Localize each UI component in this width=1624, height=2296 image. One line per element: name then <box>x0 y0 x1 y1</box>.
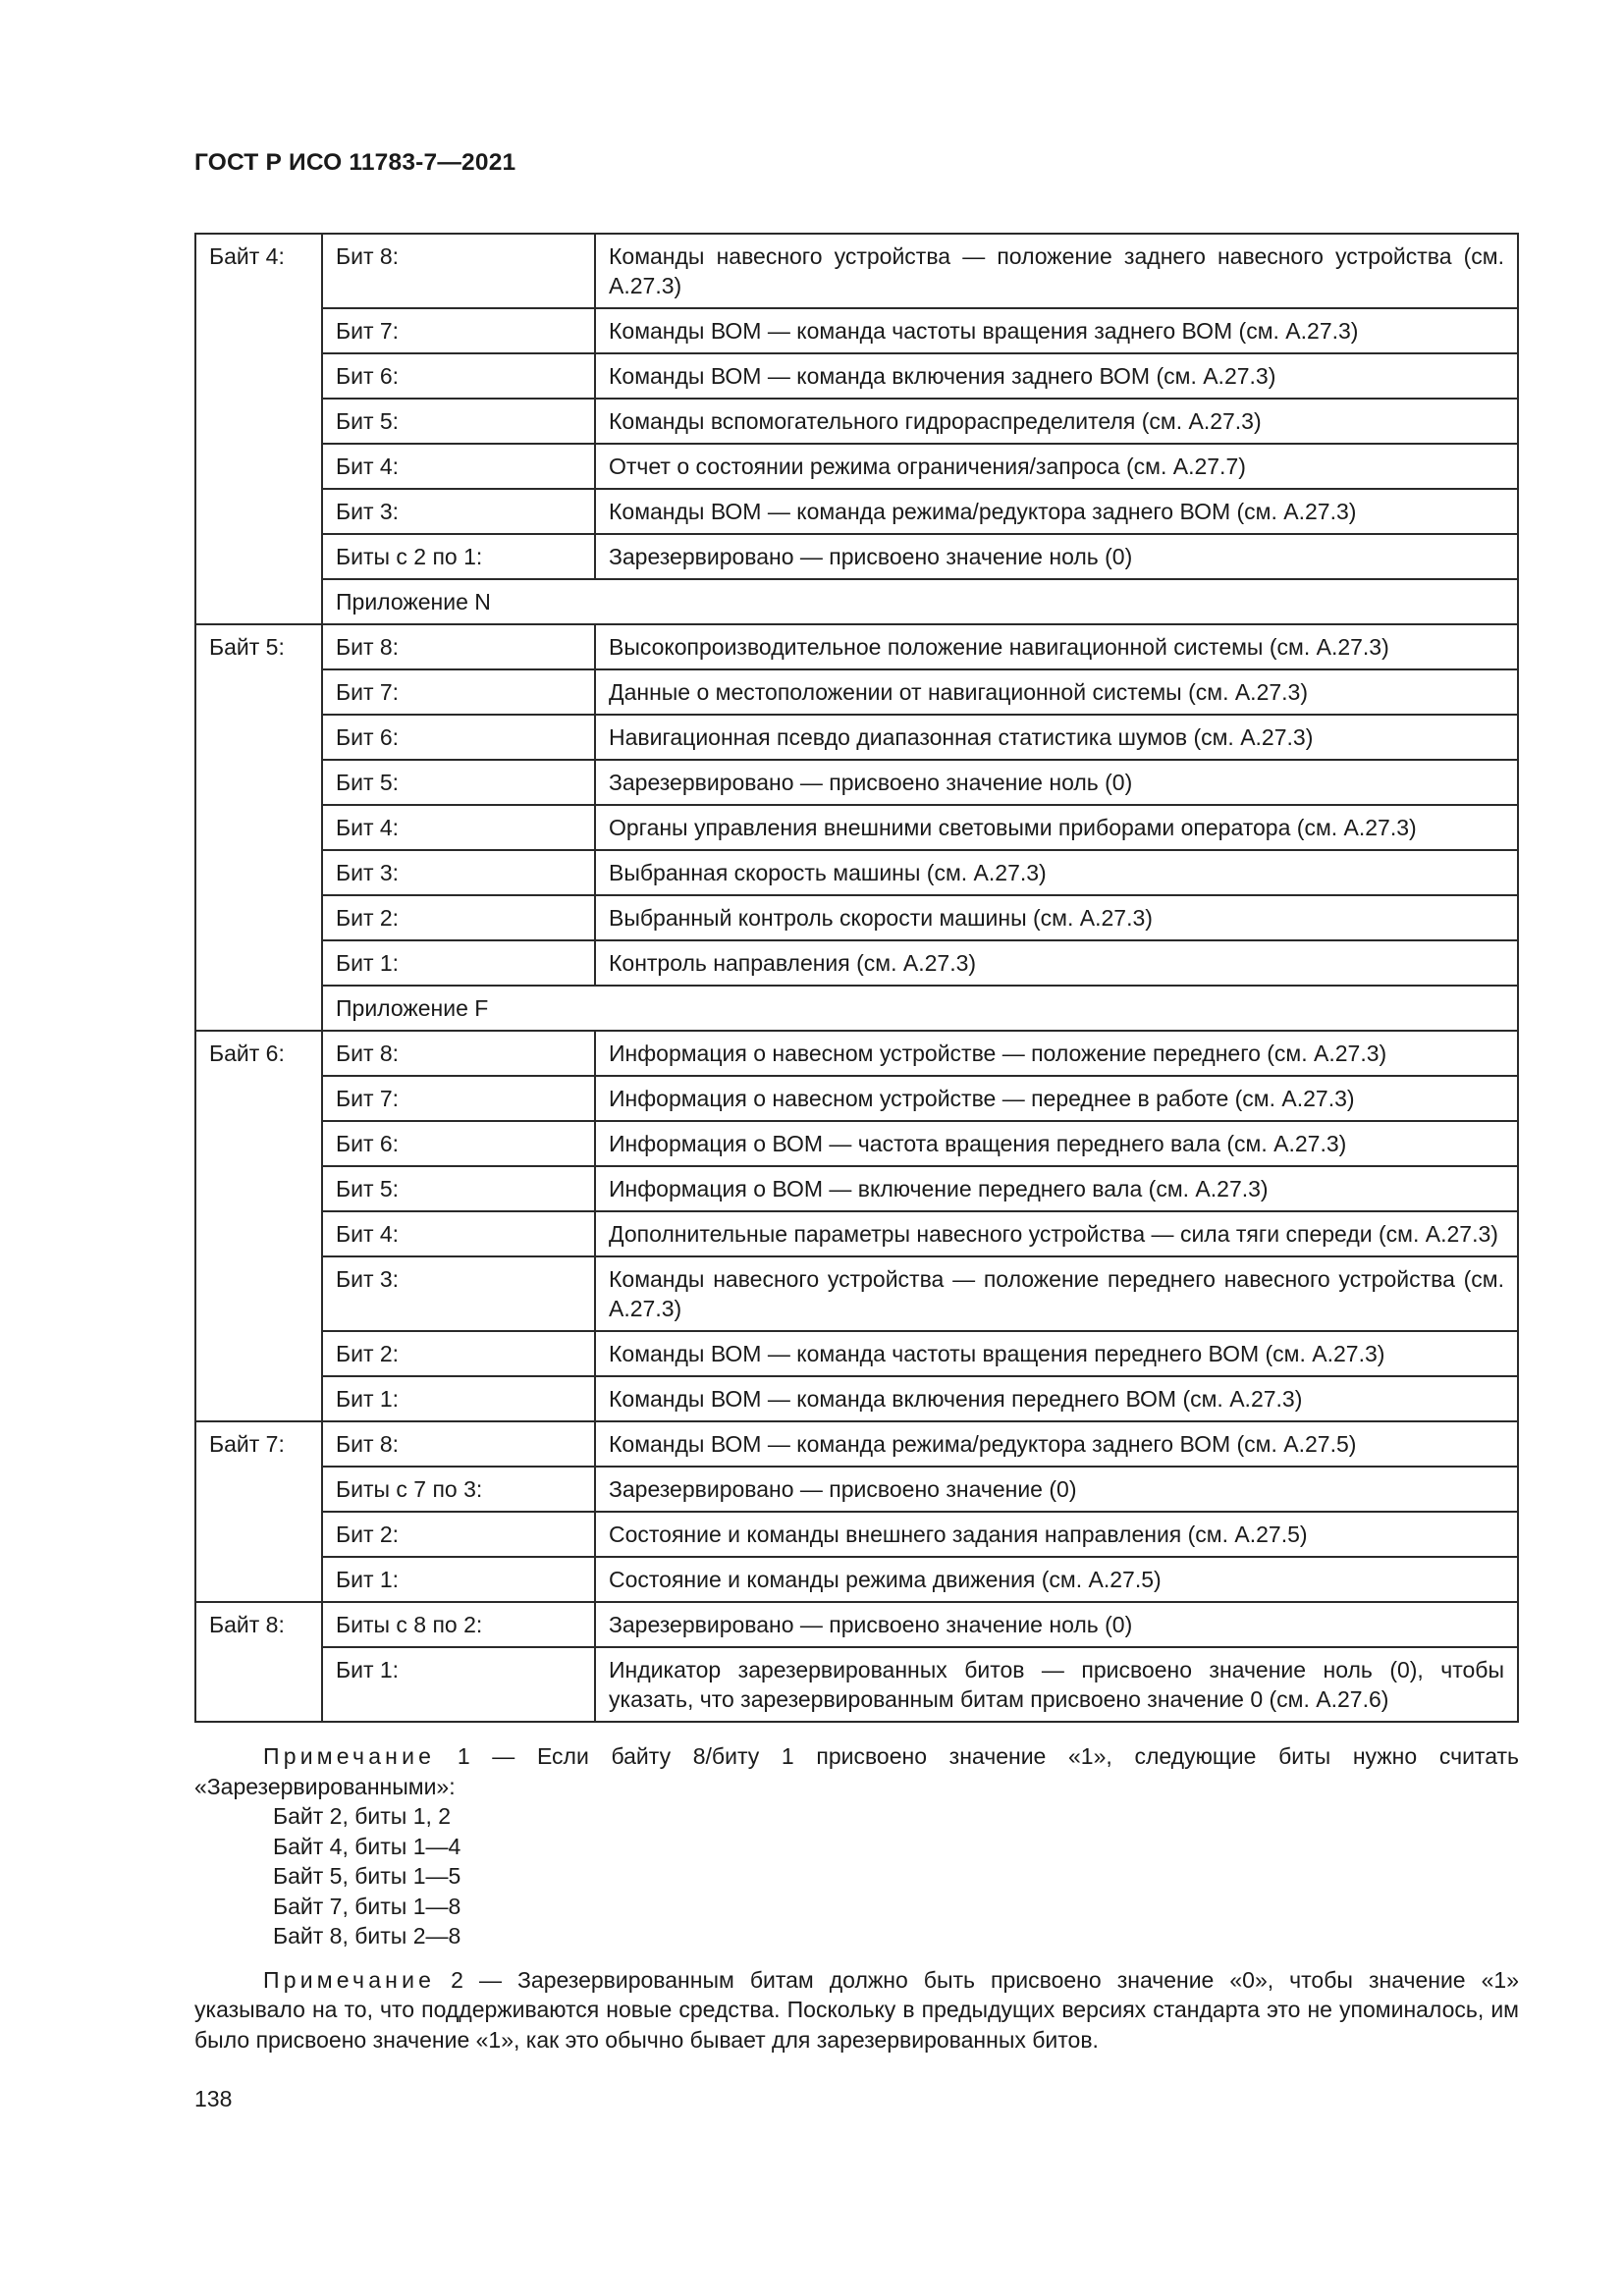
bit-cell: Биты с 2 по 1: <box>322 534 595 579</box>
bit-cell: Бит 1: <box>322 940 595 986</box>
table-row <box>195 1076 1518 1121</box>
description-cell: Команды навесного устройства — положение заднего навесного устройства (см. А.27.3) <box>595 234 1518 308</box>
byte-cell: Байт 5: <box>195 624 322 1031</box>
table-row <box>195 1211 1518 1256</box>
table-row <box>195 1121 1518 1166</box>
table-row <box>195 1031 1518 1076</box>
bit-cell: Бит 8: <box>322 1421 595 1467</box>
reserved-bits-list <box>273 1801 1519 1951</box>
description-cell: Органы управления внешними световыми приборами оператора (см. А.27.3) <box>595 805 1518 850</box>
bit-cell: Бит 1: <box>322 1376 595 1421</box>
description-cell: Зарезервировано — присвоено значение ноль (0) <box>595 534 1518 579</box>
description-cell: Дополнительные параметры навесного устройства — сила тяги спереди (см. А.27.3) <box>595 1211 1518 1256</box>
note-1-label: Примечание <box>263 1743 436 1769</box>
description-cell: Команды ВОМ — команда режима/редуктора заднего ВОМ (см. А.27.5) <box>595 1421 1518 1467</box>
bit-cell: Бит 8: <box>322 624 595 669</box>
description-cell: Команды навесного устройства — положение переднего навесного устройства (см. А.27.3) <box>595 1256 1518 1331</box>
description-cell: Зарезервировано — присвоено значение ноль (0) <box>595 1602 1518 1647</box>
table-row <box>195 940 1518 986</box>
table-row <box>195 805 1518 850</box>
note-1 <box>194 1741 1519 1801</box>
appendix-cell: Приложение N <box>322 579 1518 624</box>
description-cell: Команды ВОМ — команда режима/редуктора заднего ВОМ (см. А.27.3) <box>595 489 1518 534</box>
table-row <box>195 1166 1518 1211</box>
table-row <box>195 1467 1518 1512</box>
bit-cell: Бит 4: <box>322 444 595 489</box>
description-cell: Выбранная скорость машины (см. А.27.3) <box>595 850 1518 895</box>
description-cell: Зарезервировано — присвоено значение ноль (0) <box>595 760 1518 805</box>
description-cell: Команды ВОМ — команда частоты вращения заднего ВОМ (см. А.27.3) <box>595 308 1518 353</box>
table-row <box>195 1256 1518 1331</box>
bit-cell: Бит 4: <box>322 1211 595 1256</box>
description-cell: Индикатор зарезервированных битов — присвоено значение ноль (0), чтобы указать, что зарезервированным битам присвоено значение 0 (см. А.27.6) <box>595 1647 1518 1722</box>
table-row <box>195 895 1518 940</box>
description-cell: Зарезервировано — присвоено значение (0) <box>595 1467 1518 1512</box>
table-row <box>195 760 1518 805</box>
bit-cell: Бит 8: <box>322 1031 595 1076</box>
bit-cell: Бит 2: <box>322 1331 595 1376</box>
bit-cell: Бит 7: <box>322 1076 595 1121</box>
appendix-row <box>195 986 1518 1031</box>
note-2 <box>194 1965 1519 2056</box>
bit-cell: Бит 8: <box>322 234 595 308</box>
table-row <box>195 444 1518 489</box>
bit-cell: Бит 4: <box>322 805 595 850</box>
bit-cell: Бит 2: <box>322 1512 595 1557</box>
notes-section <box>194 1741 1519 2055</box>
bit-cell: Бит 5: <box>322 760 595 805</box>
bit-definition-table <box>194 233 1519 1723</box>
byte-cell: Байт 6: <box>195 1031 322 1421</box>
description-cell: Данные о местоположении от навигационной системы (см. А.27.3) <box>595 669 1518 715</box>
table-row <box>195 1602 1518 1647</box>
bit-cell: Бит 6: <box>322 353 595 399</box>
bit-cell: Бит 6: <box>322 1121 595 1166</box>
note-2-text: 2 — Зарезервированным битам должно быть присвоено значение «0», чтобы значение «1» указывало на то, что поддерживаются новые средства. Поскольку в предыдущих версиях стандарта это не упоминалось, им было присвоено значение «1», как это обычно бывает для зарезервированных битов. <box>194 1966 1519 2053</box>
description-cell: Выбранный контроль скорости машины (см. А.27.3) <box>595 895 1518 940</box>
bit-cell: Бит 1: <box>322 1647 595 1722</box>
table-row <box>195 1647 1518 1722</box>
document-header: ГОСТ Р ИСО 11783-7—2021 <box>194 149 516 176</box>
bit-cell: Бит 5: <box>322 399 595 444</box>
byte-cell: Байт 4: <box>195 234 322 624</box>
table-row <box>195 489 1518 534</box>
description-cell: Высокопроизводительное положение навигационной системы (см. А.27.3) <box>595 624 1518 669</box>
description-cell: Информация о ВОМ — включение переднего вала (см. А.27.3) <box>595 1166 1518 1211</box>
appendix-cell: Приложение F <box>322 986 1518 1031</box>
table-row <box>195 1331 1518 1376</box>
bit-cell: Бит 6: <box>322 715 595 760</box>
description-cell: Навигационная псевдо диапазонная статистика шумов (см. А.27.3) <box>595 715 1518 760</box>
description-cell: Команды ВОМ — команда включения переднего ВОМ (см. А.27.3) <box>595 1376 1518 1421</box>
bit-cell: Бит 2: <box>322 895 595 940</box>
list-item: Байт 2, биты 1, 2 <box>273 1803 452 1829</box>
description-cell: Состояние и команды внешнего задания направления (см. А.27.5) <box>595 1512 1518 1557</box>
table-row <box>195 353 1518 399</box>
table-row <box>195 308 1518 353</box>
bit-cell: Бит 7: <box>322 669 595 715</box>
list-item: Байт 5, биты 1—5 <box>273 1863 461 1889</box>
description-cell: Информация о ВОМ — частота вращения переднего вала (см. А.27.3) <box>595 1121 1518 1166</box>
description-cell: Отчет о состоянии режима ограничения/запроса (см. А.27.7) <box>595 444 1518 489</box>
byte-cell: Байт 8: <box>195 1602 322 1722</box>
table-row <box>195 399 1518 444</box>
table-row <box>195 1421 1518 1467</box>
bit-cell: Биты с 8 по 2: <box>322 1602 595 1647</box>
table-row <box>195 850 1518 895</box>
bit-cell: Бит 7: <box>322 308 595 353</box>
note-1-text: 1 — Если байту 8/биту 1 присвоено значение «1», следующие биты нужно считать «Зарезервированными»: <box>194 1743 1519 1799</box>
table-row <box>195 534 1518 579</box>
appendix-row <box>195 579 1518 624</box>
description-cell: Контроль направления (см. А.27.3) <box>595 940 1518 986</box>
table-row <box>195 234 1518 308</box>
description-cell: Информация о навесном устройстве — положение переднего (см. А.27.3) <box>595 1031 1518 1076</box>
list-item: Байт 4, биты 1—4 <box>273 1833 461 1859</box>
page-number: 138 <box>194 2086 233 2111</box>
byte-cell: Байт 7: <box>195 1421 322 1602</box>
table-row <box>195 1376 1518 1421</box>
table-row <box>195 1512 1518 1557</box>
note-2-label: Примечание <box>263 1966 436 1993</box>
bit-cell: Бит 3: <box>322 489 595 534</box>
description-cell: Команды ВОМ — команда частоты вращения переднего ВОМ (см. А.27.3) <box>595 1331 1518 1376</box>
description-cell: Команды ВОМ — команда включения заднего ВОМ (см. А.27.3) <box>595 353 1518 399</box>
list-item: Байт 8, биты 2—8 <box>273 1923 461 1949</box>
description-cell: Команды вспомогательного гидрораспределителя (см. А.27.3) <box>595 399 1518 444</box>
description-cell: Состояние и команды режима движения (см. А.27.5) <box>595 1557 1518 1602</box>
bit-cell: Бит 3: <box>322 1256 595 1331</box>
table-row <box>195 624 1518 669</box>
bit-cell: Бит 5: <box>322 1166 595 1211</box>
list-item: Байт 7, биты 1—8 <box>273 1893 461 1919</box>
description-cell: Информация о навесном устройстве — переднее в работе (см. А.27.3) <box>595 1076 1518 1121</box>
bit-cell: Бит 1: <box>322 1557 595 1602</box>
bit-cell: Бит 3: <box>322 850 595 895</box>
table-row <box>195 715 1518 760</box>
table-row <box>195 1557 1518 1602</box>
table-row <box>195 669 1518 715</box>
bit-cell: Биты с 7 по 3: <box>322 1467 595 1512</box>
